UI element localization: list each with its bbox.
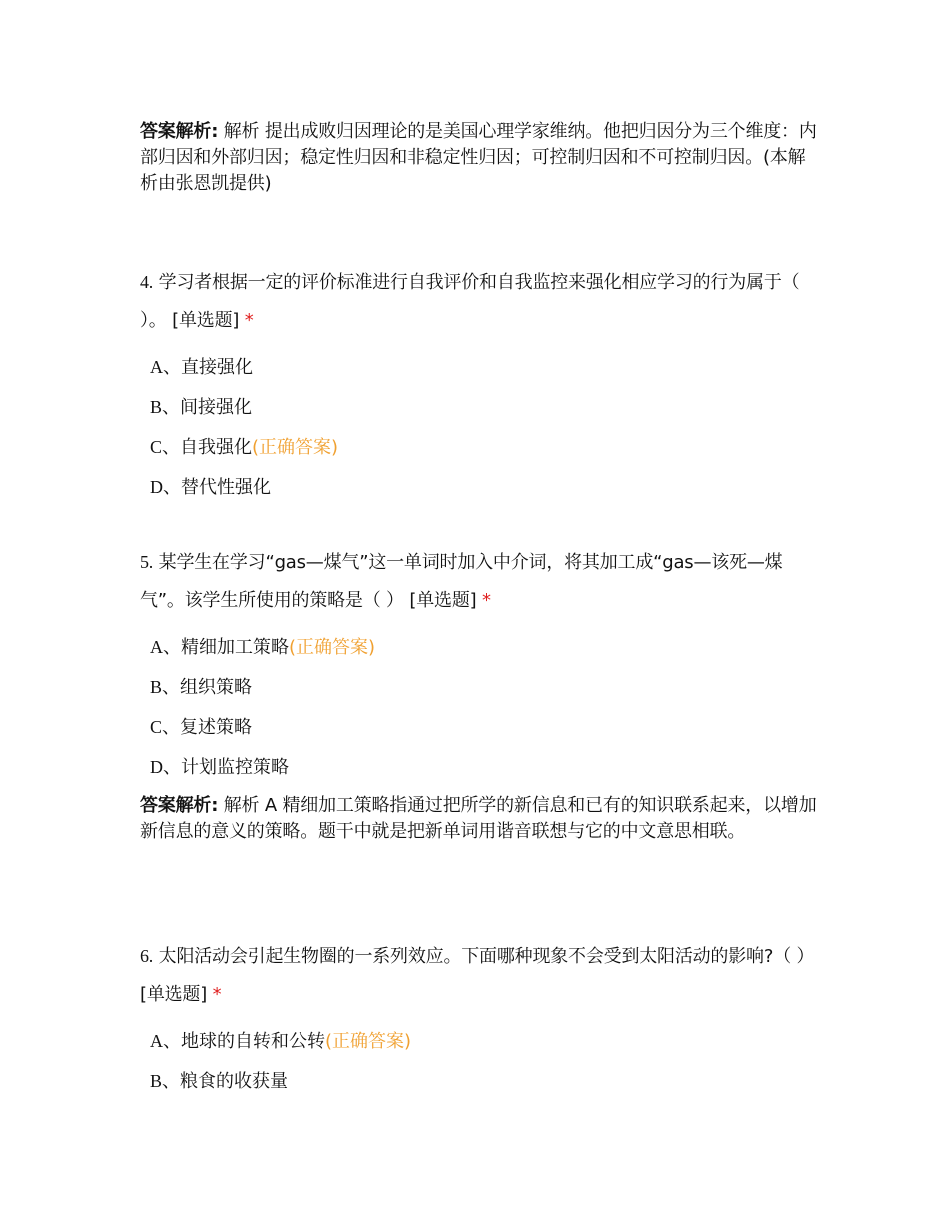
question-type-tag: [单选题] bbox=[172, 310, 240, 331]
option-letter: B、 bbox=[150, 397, 181, 417]
question-type-tag: [单选题] bbox=[409, 590, 477, 611]
q6-option-b[interactable] bbox=[150, 1069, 288, 1094]
q4-option-b[interactable] bbox=[150, 395, 252, 420]
option-letter: C、 bbox=[150, 717, 181, 737]
correct-answer-mark: (正确答案) bbox=[289, 637, 376, 658]
answer-explanation-q3 bbox=[140, 119, 820, 197]
option-text: 组织策略 bbox=[180, 677, 253, 698]
option-letter: A、 bbox=[150, 357, 181, 377]
question-4-stem bbox=[140, 263, 820, 340]
explanation-label: 答案解析: bbox=[140, 795, 219, 816]
option-text: 精细加工策略 bbox=[181, 637, 289, 658]
answer-explanation-q5 bbox=[140, 793, 820, 845]
required-mark: * bbox=[481, 590, 491, 611]
question-text: 太阳活动会引起生物圈的一系列效应。下面哪种现象不会受到太阳活动的影响?（ ） bbox=[158, 946, 815, 967]
option-text: 复述策略 bbox=[180, 717, 253, 738]
correct-answer-mark: (正确答案) bbox=[325, 1031, 412, 1052]
option-text: 地球的自转和公转 bbox=[181, 1031, 325, 1052]
option-text: 替代性强化 bbox=[181, 477, 271, 498]
required-mark: * bbox=[244, 310, 254, 331]
q4-option-c[interactable] bbox=[150, 435, 338, 460]
option-letter: D、 bbox=[150, 757, 181, 777]
q6-option-a[interactable] bbox=[150, 1029, 411, 1054]
option-letter: A、 bbox=[150, 1031, 181, 1051]
option-text: 直接强化 bbox=[181, 357, 253, 378]
q5-option-b[interactable] bbox=[150, 675, 252, 700]
explanation-text: 解析 提出成败归因理论的是美国心理学家维纳。他把归因分为三个维度：内部归因和外部归因；稳定性归因和非稳定性归因；可控制归因和不可控制归因。(本解析由张恩凯提供) bbox=[140, 121, 817, 194]
q5-option-c[interactable] bbox=[150, 715, 252, 740]
option-text: 间接强化 bbox=[180, 397, 253, 418]
question-type-tag: [单选题] bbox=[140, 984, 208, 1005]
explanation-text: 解析 A 精细加工策略指通过把所学的新信息和已有的知识联系起来，以增加新信息的意义的策略。题干中就是把新单词用谐音联想与它的中文意思相联。 bbox=[140, 795, 817, 842]
option-letter: B、 bbox=[150, 1071, 181, 1091]
question-number: 6. bbox=[140, 946, 154, 966]
question-6-stem bbox=[140, 937, 820, 1014]
option-letter: B、 bbox=[150, 677, 181, 697]
correct-answer-mark: (正确答案) bbox=[252, 437, 339, 458]
option-text: 粮食的收获量 bbox=[180, 1071, 289, 1092]
option-letter: C、 bbox=[150, 437, 181, 457]
explanation-label: 答案解析: bbox=[140, 121, 219, 142]
option-letter: A、 bbox=[150, 637, 181, 657]
option-letter: D、 bbox=[150, 477, 181, 497]
question-text: 某学生在学习“gas—煤气”这一单词时加入中介词，将其加工成“gas—该死—煤气”。该学生所使用的策略是（ ） bbox=[140, 552, 783, 611]
q4-option-d[interactable] bbox=[150, 475, 271, 500]
question-text: 学习者根据一定的评价标准进行自我评价和自我监控来强化相应学习的行为属于（ ）。 bbox=[140, 272, 800, 331]
q5-option-a[interactable] bbox=[150, 635, 375, 660]
question-number: 5. bbox=[140, 552, 154, 572]
q4-option-a[interactable] bbox=[150, 355, 253, 380]
required-mark: * bbox=[212, 984, 222, 1005]
option-text: 计划监控策略 bbox=[181, 757, 289, 778]
option-text: 自我强化 bbox=[180, 437, 253, 458]
question-number: 4. bbox=[140, 272, 154, 292]
question-5-stem bbox=[140, 543, 820, 620]
q5-option-d[interactable] bbox=[150, 755, 289, 780]
